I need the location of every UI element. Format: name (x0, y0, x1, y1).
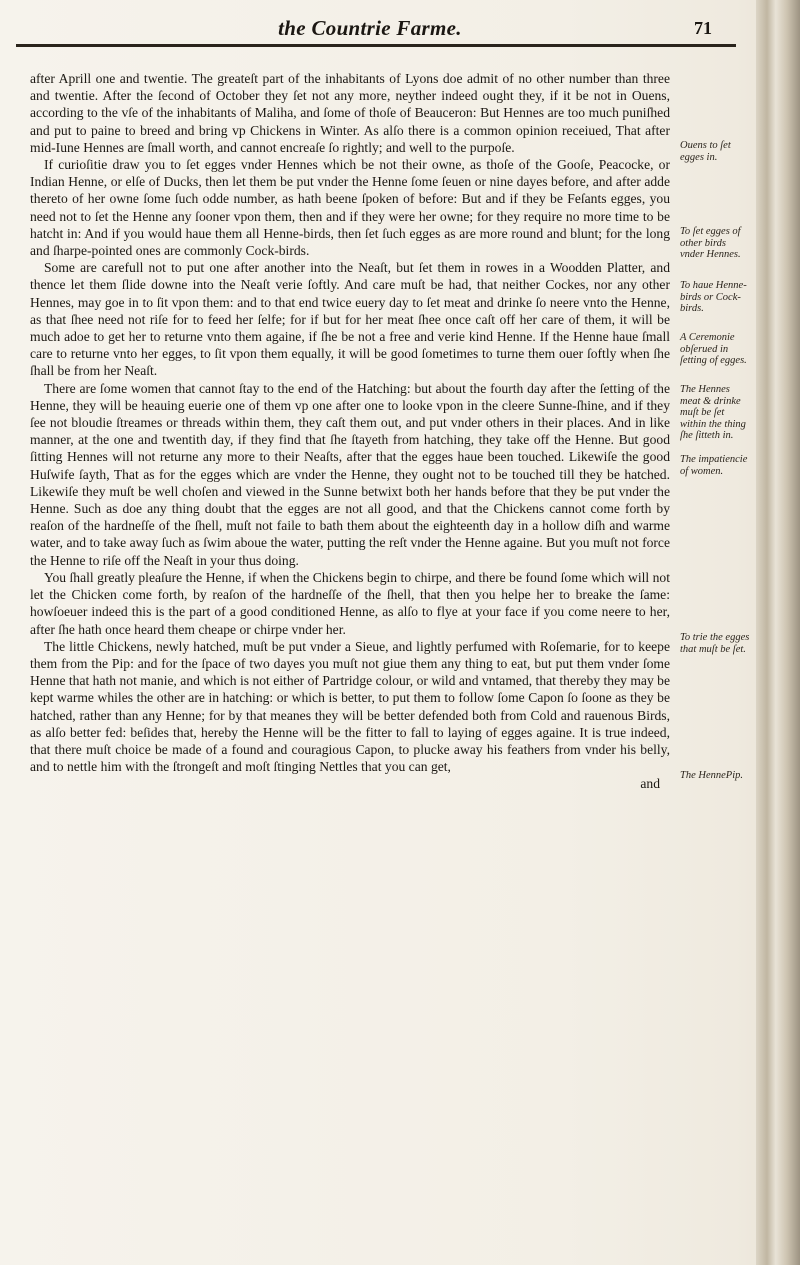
paragraph-2: If curioſitie draw you to ſet egges vnder Hennes which be not their owne, as thoſe of the Gooſe, Peacocke, or Indian Henne, or elſe of Ducks, then let them be put vnder the Henne ſome ſeuen or nine dayes before, and after adde thereto of her owne ſome ſuch odde number, as hath beene ſpoken of before: But and if they be Feſants egges, you need not to ſet the Henne any ſooner vpon them, then and if they were her owne; for they require no more time to be hatcht in: And if you would haue them all Henne-birds, then ſet ſuch egges as are more round and blunt; for the long and ſharpe-pointed ones are commonly Cock-birds. (30, 157, 670, 259)
paragraph-4: There are ſome women that cannot ſtay to the end of the Hatching: but about the fourth day after the ſetting of the Henne, they will be heauing euerie one of them vp one after one to looke vpon in the cleere Sunne-ſhine, and if they ſee not bloudie ſtreames or threads within them, they caſt them out, and put vnder others in their places. And in like manner, at the one and twentith day, if they find that ſhe ſtayeth from hatching, they take off the Henne. But good ſitting Hennes will not returne any more to their Neaſts, after that the egges haue been touched. Likewiſe the good Huſwife ſayth, That as for the egges which are vnder the Henne, they ought not to be touched till they be hatched. Likewiſe they muſt be well choſen and viewed in the Sunne betwixt both her hands before that they be put vnder the Henne. Such as doe any thing doubt that the egges are not all good, and that the Chickens cannot come forth by reaſon of the hardneſſe of the ſhell, muſt not faile to bath them about the eighteenth day in a hollow diſh and warme water, and to take away ſuch as ſwim aboue the water, putting the reſt vnder the Henne againe. But you muſt not force the Henne to riſe off the Neaſt in your thus doing. (30, 380, 670, 568)
paragraph-5: You ſhall greatly pleaſure the Henne, if when the Chickens begin to chirpe, and there be found ſome which will not let the Chicken come forth, by reaſon of the hardneſſe of the ſhell, that then you helpe her to breake the ſame: howſoeuer indeed this is the part of a good conditioned Henne, as alſo to flye at your face if you come neere to her, after ſhe hath once heard them cheape or chirpe vnder her. (30, 569, 670, 637)
margin-note-ovens: Ouens to ſet egges in. (680, 140, 731, 163)
margin-note-other-birds: To ſet egges of other birds vnder Hennes. (680, 226, 741, 260)
page-gutter (756, 0, 800, 1265)
running-header: the Countrie Farme. (278, 16, 462, 40)
paragraph-3: Some are carefull not to put one after another into the Neaſt, but ſet them in rowes in a Woodden Platter, and thence let them ſlide downe into the Neaſt verie ſoftly. And care muſt be had, that neither Cockes, nor any other Hennes, may goe in to ſit vpon them: and to that end twice euery day to ſet meat and drinke ſo neere vnto the Henne, as that ſhee need not riſe for to feed her ſelfe; for if but for her meat ſhee once caſt off her care of them, it will be much adoe to get her to returne vnto them againe, if ſhe be not a free and verie kind Henne. If the Henne haue ſmall care to returne vnto her egges, to ſit vpon them equally, it will be good ſometimes to turne them ouer ſoftly when ſhe ſhall be from her Neaſt. (30, 260, 670, 379)
margin-note-meat-drinke: The Hennes meat & drinke muſt be ſet within the thing ſhe ſitteth in. (680, 384, 746, 441)
margin-note-henne-pip: The HennePip. (680, 770, 743, 781)
margin-note-ceremonie: A Ceremonie obſerued in ſetting of egges. (680, 332, 747, 366)
header-rule (16, 44, 736, 47)
paragraph-6: The little Chickens, newly hatched, muſt be put vnder a Sieue, and lightly perfumed with Roſemarie, for to keepe them from the Pip: and for the ſpace of two dayes you muſt not giue them any thing to eat, but put them vnder ſome Henne that hath not manie, and which is not either of Partridge colour, or wild and vntamed, that thereby they may be kept warme whiles the other are in hatching: or which is better, to put them to follow ſome Capon ſo ſoone as they be hatched, rather than any Henne; for by that meanes they will be better defended both from Cold and rauenous Birds, as alſo better fed: beſides that, hereby the Henne will be the fitter to fall to laying of egges againe. It is true indeed, that there muſt choice be made of a found and couragious Capon, to plucke away his feathers from vnder his belly, and to nettle him with the ſtrongeſt and moſt ſtinging Nettles that you can get, (30, 638, 670, 775)
paragraph-1: after Aprill one and twentie. The greateſt part of the inhabitants of Lyons doe admit of no other number than three and twentie. After the ſecond of October they ſet not any more, neyther indeed ought they, if it be not in Ouens, according to the vſe of the inhabitants of Maliha, and ſome of thoſe of Beauceron: But Hennes are too much puniſhed and put to paine to breed and bring vp Chickens in Winter. As alſo there is a common opinion receiued, That after mid-Iune Hennes are ſmall worth, and cannot encreaſe ſo rightly; and well to the purpoſe. (30, 71, 670, 155)
margin-note-impatiencie: The impatiencie of women. (680, 454, 748, 477)
page-number: 71 (694, 18, 712, 38)
catchword: and (640, 776, 660, 792)
margin-note-trie-egges: To trie the egges that muſt be ſet. (680, 632, 750, 655)
body-text (30, 70, 670, 793)
margin-note-henne-birds: To haue Henne-birds or Cock-birds. (680, 280, 747, 314)
